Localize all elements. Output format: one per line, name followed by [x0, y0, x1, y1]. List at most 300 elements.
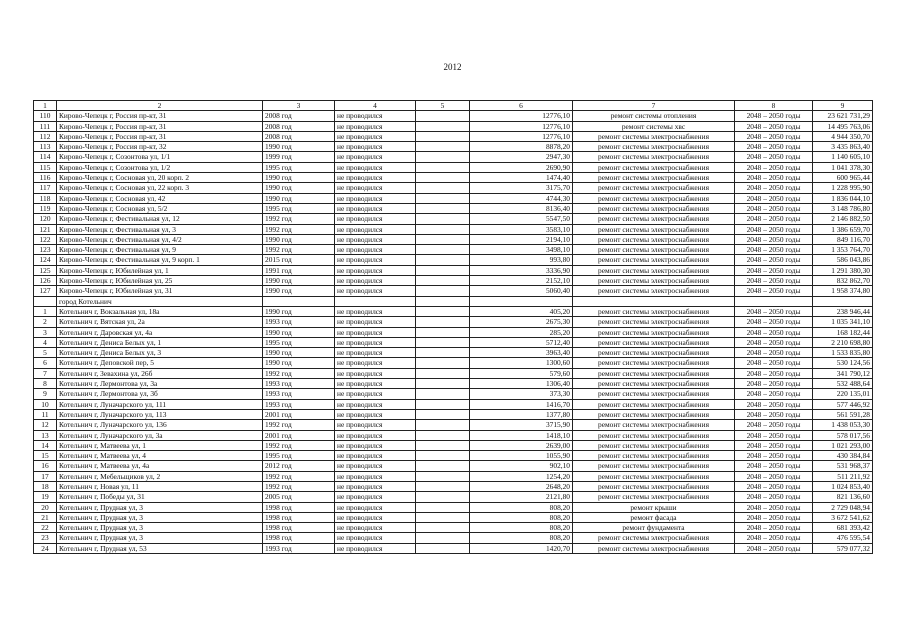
row-number: 113 [34, 142, 57, 152]
cost-cell: 1 041 378,30 [813, 162, 873, 172]
area-cell: 4744,30 [470, 193, 573, 203]
col5-cell [416, 533, 470, 543]
col5-cell [416, 451, 470, 461]
address-cell: Кирово-Чепецк г, Сосновая ул, 20 корп. 2 [57, 173, 263, 183]
year-built-cell: 1992 год [263, 471, 335, 481]
cost-cell: 3 148 786,80 [813, 203, 873, 213]
col5-cell [416, 111, 470, 121]
address-cell: Кирово-Чепецк г, Россия пр-кт, 31 [57, 111, 263, 121]
last-repair-cell: не проводился [335, 152, 416, 162]
area-cell: 3715,90 [470, 420, 573, 430]
col5-cell [416, 162, 470, 172]
period-cell: 2048 – 2050 годы [735, 152, 813, 162]
row-number: 12 [34, 420, 57, 430]
address-cell: Котельнич г, Луначарского ул, 3а [57, 430, 263, 440]
cost-cell: 23 621 731,29 [813, 111, 873, 121]
col5-cell [416, 193, 470, 203]
row-number: 10 [34, 399, 57, 409]
col5-cell [416, 492, 470, 502]
area-cell: 2639,00 [470, 440, 573, 450]
cost-cell: 832 862,70 [813, 276, 873, 286]
address-cell: Котельнич г, Матвеева ул, 4 [57, 451, 263, 461]
address-cell: Котельнич г, Прудная ул, 3 [57, 533, 263, 543]
col5-cell [416, 481, 470, 491]
area-cell: 2648,20 [470, 481, 573, 491]
address-cell: Котельнич г, Прудная ул, 3 [57, 512, 263, 522]
period-cell: 2048 – 2050 годы [735, 327, 813, 337]
col5-cell [416, 348, 470, 358]
year-built-cell: 1995 год [263, 337, 335, 347]
row-number: 7 [34, 368, 57, 378]
year-built-cell: 2005 год [263, 492, 335, 502]
column-number-8: 8 [735, 101, 813, 111]
column-number-6: 6 [470, 101, 573, 111]
table-row [34, 162, 873, 172]
year-built-cell: 2012 год [263, 461, 335, 471]
area-cell: 2194,10 [470, 234, 573, 244]
table-row [34, 389, 873, 399]
capital-repair-table [33, 100, 873, 554]
period-cell: 2048 – 2050 годы [735, 317, 813, 327]
area-cell: 993,80 [470, 255, 573, 265]
area-cell: 2675,30 [470, 317, 573, 327]
work-type-cell: ремонт системы электроснабжения [573, 389, 735, 399]
last-repair-cell: не проводился [335, 286, 416, 296]
year-built-cell [263, 296, 335, 306]
year-built-cell: 2001 год [263, 409, 335, 419]
col5-cell [416, 306, 470, 316]
row-number: 5 [34, 348, 57, 358]
table-row [34, 214, 873, 224]
last-repair-cell: не проводился [335, 481, 416, 491]
cost-cell: 238 946,44 [813, 306, 873, 316]
row-number: 117 [34, 183, 57, 193]
work-type-cell: ремонт системы электроснабжения [573, 471, 735, 481]
col5-cell [416, 368, 470, 378]
address-cell: Котельнич г, Лермонтова ул, 3б [57, 389, 263, 399]
area-cell: 808,20 [470, 502, 573, 512]
year-built-cell: 1995 год [263, 451, 335, 461]
period-cell: 2048 – 2050 годы [735, 409, 813, 419]
table-row [34, 255, 873, 265]
year-built-cell: 1990 год [263, 286, 335, 296]
last-repair-cell: не проводился [335, 512, 416, 522]
work-type-cell: ремонт системы электроснабжения [573, 399, 735, 409]
last-repair-cell: не проводился [335, 492, 416, 502]
cost-cell: 14 495 763,06 [813, 121, 873, 131]
cost-cell: 578 017,56 [813, 430, 873, 440]
row-number: 115 [34, 162, 57, 172]
cost-cell: 1 291 380,30 [813, 265, 873, 275]
area-cell: 285,20 [470, 327, 573, 337]
period-cell: 2048 – 2050 годы [735, 533, 813, 543]
area-cell: 2121,80 [470, 492, 573, 502]
table-row [34, 111, 873, 121]
work-type-cell: ремонт системы хвс [573, 121, 735, 131]
last-repair-cell: не проводился [335, 255, 416, 265]
year-built-cell: 1990 год [263, 348, 335, 358]
row-number: 118 [34, 193, 57, 203]
cost-cell: 3 672 541,62 [813, 512, 873, 522]
work-type-cell: ремонт крыши [573, 502, 735, 512]
table-row [34, 152, 873, 162]
column-number-2: 2 [57, 101, 263, 111]
address-cell: Кирово-Чепецк г, Фестивальная ул, 12 [57, 214, 263, 224]
last-repair-cell: не проводился [335, 142, 416, 152]
period-cell: 2048 – 2050 годы [735, 358, 813, 368]
table-body [34, 101, 873, 554]
col5-cell [416, 430, 470, 440]
period-cell: 2048 – 2050 годы [735, 234, 813, 244]
area-cell: 808,20 [470, 533, 573, 543]
address-cell: Кирово-Чепецк г, Юбилейная ул, 31 [57, 286, 263, 296]
period-cell: 2048 – 2050 годы [735, 337, 813, 347]
table-row [34, 523, 873, 533]
row-number: 114 [34, 152, 57, 162]
address-cell: Кирово-Чепецк г, Созонтова ул, 1/2 [57, 162, 263, 172]
work-type-cell: ремонт системы электроснабжения [573, 152, 735, 162]
year-built-cell: 1990 год [263, 142, 335, 152]
work-type-cell: ремонт системы электроснабжения [573, 409, 735, 419]
table-row [34, 224, 873, 234]
area-cell: 3583,10 [470, 224, 573, 234]
area-cell: 579,60 [470, 368, 573, 378]
year-built-cell: 2001 год [263, 430, 335, 440]
table-row [34, 440, 873, 450]
last-repair-cell: не проводился [335, 543, 416, 553]
cost-cell: 1 386 659,70 [813, 224, 873, 234]
period-cell: 2048 – 2050 годы [735, 111, 813, 121]
area-cell: 2947,30 [470, 152, 573, 162]
period-cell: 2048 – 2050 годы [735, 193, 813, 203]
cost-cell: 821 136,60 [813, 492, 873, 502]
row-number: 13 [34, 430, 57, 440]
area-cell: 3498,10 [470, 245, 573, 255]
cost-cell: 532 488,64 [813, 379, 873, 389]
address-cell: Котельнич г, Прудная ул, 3 [57, 523, 263, 533]
column-number-9: 9 [813, 101, 873, 111]
year-built-cell: 1998 год [263, 523, 335, 533]
work-type-cell: ремонт системы электроснабжения [573, 142, 735, 152]
year-built-cell: 1995 год [263, 162, 335, 172]
row-number: 4 [34, 337, 57, 347]
col5-cell [416, 389, 470, 399]
work-type-cell: ремонт системы электроснабжения [573, 348, 735, 358]
period-cell: 2048 – 2050 годы [735, 523, 813, 533]
col5-cell [416, 471, 470, 481]
col5-cell [416, 337, 470, 347]
area-cell [470, 296, 573, 306]
col5-cell [416, 461, 470, 471]
last-repair-cell: не проводился [335, 131, 416, 141]
year-built-cell: 1993 год [263, 543, 335, 553]
address-cell: Кирово-Чепецк г, Россия пр-кт, 32 [57, 142, 263, 152]
last-repair-cell: не проводился [335, 348, 416, 358]
year-built-cell: 1991 год [263, 265, 335, 275]
area-cell: 405,20 [470, 306, 573, 316]
col5-cell [416, 245, 470, 255]
table-row [34, 317, 873, 327]
work-type-cell [573, 296, 735, 306]
table-row [34, 481, 873, 491]
col5-cell [416, 358, 470, 368]
year-built-cell: 1990 год [263, 193, 335, 203]
cost-cell: 530 124,56 [813, 358, 873, 368]
year-built-cell: 1992 год [263, 368, 335, 378]
table-row [34, 121, 873, 131]
period-cell: 2048 – 2050 годы [735, 492, 813, 502]
row-number: 6 [34, 358, 57, 368]
col5-cell [416, 234, 470, 244]
col5-cell [416, 440, 470, 450]
address-cell: Котельнич г, Луначарского ул, 113 [57, 409, 263, 419]
last-repair-cell: не проводился [335, 276, 416, 286]
period-cell: 2048 – 2050 годы [735, 203, 813, 213]
col5-cell [416, 203, 470, 213]
col5-cell [416, 173, 470, 183]
cost-cell: 1 024 853,40 [813, 481, 873, 491]
table-row [34, 173, 873, 183]
address-cell: Котельнич г, Лермонтова ул, 3а [57, 379, 263, 389]
table-row [34, 245, 873, 255]
year-built-cell: 1998 год [263, 512, 335, 522]
area-cell: 1306,40 [470, 379, 573, 389]
address-cell: Котельнич г, Матвеева ул, 4а [57, 461, 263, 471]
period-cell [735, 296, 813, 306]
area-cell: 808,20 [470, 512, 573, 522]
cost-cell: 586 043,86 [813, 255, 873, 265]
area-cell: 3963,40 [470, 348, 573, 358]
address-cell: Котельнич г, Новая ул, 11 [57, 481, 263, 491]
cost-cell: 1 035 341,10 [813, 317, 873, 327]
row-number: 125 [34, 265, 57, 275]
year-built-cell: 1990 год [263, 183, 335, 193]
period-cell: 2048 – 2050 годы [735, 481, 813, 491]
year-built-cell: 2008 год [263, 111, 335, 121]
row-number: 23 [34, 533, 57, 543]
address-cell: Котельнич г, Зевахина ул, 26б [57, 368, 263, 378]
last-repair-cell [335, 296, 416, 306]
row-number: 9 [34, 389, 57, 399]
cost-cell: 168 182,44 [813, 327, 873, 337]
address-cell: Кирово-Чепецк г, Сосновая ул, 42 [57, 193, 263, 203]
col5-cell [416, 121, 470, 131]
work-type-cell: ремонт системы электроснабжения [573, 368, 735, 378]
table-row [34, 409, 873, 419]
period-cell: 2048 – 2050 годы [735, 461, 813, 471]
cost-cell: 849 116,70 [813, 234, 873, 244]
last-repair-cell: не проводился [335, 440, 416, 450]
work-type-cell: ремонт системы электроснабжения [573, 214, 735, 224]
area-cell: 2152,10 [470, 276, 573, 286]
col5-cell [416, 142, 470, 152]
table-row [34, 492, 873, 502]
address-cell: Котельнич г, Мебельщиков ул, 2 [57, 471, 263, 481]
cost-cell: 681 393,42 [813, 523, 873, 533]
row-number: 22 [34, 523, 57, 533]
address-cell: Кирово-Чепецк г, Россия пр-кт, 31 [57, 131, 263, 141]
col5-cell [416, 296, 470, 306]
work-type-cell: ремонт системы электроснабжения [573, 255, 735, 265]
last-repair-cell: не проводился [335, 234, 416, 244]
work-type-cell: ремонт системы электроснабжения [573, 451, 735, 461]
row-number: 20 [34, 502, 57, 512]
address-cell: Котельнич г, Матвеева ул, 1 [57, 440, 263, 450]
year-built-cell: 2015 год [263, 255, 335, 265]
period-cell: 2048 – 2050 годы [735, 512, 813, 522]
work-type-cell: ремонт системы электроснабжения [573, 379, 735, 389]
work-type-cell: ремонт системы электроснабжения [573, 430, 735, 440]
section-title: город Котельнич [57, 296, 263, 306]
table-row [34, 461, 873, 471]
row-number: 121 [34, 224, 57, 234]
last-repair-cell: не проводился [335, 203, 416, 213]
work-type-cell: ремонт системы электроснабжения [573, 131, 735, 141]
cost-cell: 561 591,28 [813, 409, 873, 419]
work-type-cell: ремонт системы электроснабжения [573, 492, 735, 502]
last-repair-cell: не проводился [335, 461, 416, 471]
cost-cell: 579 077,32 [813, 543, 873, 553]
address-cell: Кирово-Чепецк г, Созонтова ул, 1/1 [57, 152, 263, 162]
table-row [34, 502, 873, 512]
cost-cell: 220 135,01 [813, 389, 873, 399]
work-type-cell: ремонт системы электроснабжения [573, 276, 735, 286]
table-row [34, 543, 873, 553]
table-row [34, 430, 873, 440]
period-cell: 2048 – 2050 годы [735, 543, 813, 553]
year-built-cell: 1992 год [263, 481, 335, 491]
last-repair-cell: не проводился [335, 451, 416, 461]
work-type-cell: ремонт системы электроснабжения [573, 286, 735, 296]
row-number: 116 [34, 173, 57, 183]
last-repair-cell: не проводился [335, 121, 416, 131]
area-cell: 3175,70 [470, 183, 573, 193]
period-cell: 2048 – 2050 годы [735, 224, 813, 234]
area-cell: 12776,10 [470, 111, 573, 121]
last-repair-cell: не проводился [335, 306, 416, 316]
cost-cell: 2 210 698,80 [813, 337, 873, 347]
table-row [34, 131, 873, 141]
work-type-cell: ремонт системы электроснабжения [573, 234, 735, 244]
area-cell: 1474,40 [470, 173, 573, 183]
table-row [34, 203, 873, 213]
last-repair-cell: не проводился [335, 245, 416, 255]
cost-cell: 511 211,92 [813, 471, 873, 481]
row-number: 21 [34, 512, 57, 522]
last-repair-cell: не проводился [335, 379, 416, 389]
address-cell: Кирово-Чепецк г, Фестивальная ул, 9 корп. 1 [57, 255, 263, 265]
col5-cell [416, 224, 470, 234]
cost-cell: 4 944 350,70 [813, 131, 873, 141]
work-type-cell: ремонт системы электроснабжения [573, 224, 735, 234]
address-cell: Кирово-Чепецк г, Фестивальная ул, 4/2 [57, 234, 263, 244]
last-repair-cell: не проводился [335, 111, 416, 121]
work-type-cell: ремонт системы электроснабжения [573, 306, 735, 316]
column-number-5: 5 [416, 101, 470, 111]
col5-cell [416, 265, 470, 275]
year-built-cell: 1993 год [263, 379, 335, 389]
year-built-cell: 2008 год [263, 131, 335, 141]
last-repair-cell: не проводился [335, 399, 416, 409]
last-repair-cell: не проводился [335, 183, 416, 193]
work-type-cell: ремонт системы электроснабжения [573, 327, 735, 337]
col5-cell [416, 317, 470, 327]
cost-cell: 3 435 863,40 [813, 142, 873, 152]
work-type-cell: ремонт системы электроснабжения [573, 265, 735, 275]
year-built-cell: 1995 год [263, 203, 335, 213]
address-cell: Котельнич г, Вятская ул, 2а [57, 317, 263, 327]
address-cell: Котельнич г, Победы ул, 31 [57, 492, 263, 502]
work-type-cell: ремонт системы электроснабжения [573, 358, 735, 368]
period-cell: 2048 – 2050 годы [735, 255, 813, 265]
cost-cell [813, 296, 873, 306]
work-type-cell: ремонт системы отопления [573, 111, 735, 121]
table-row [34, 286, 873, 296]
work-type-cell: ремонт фасада [573, 512, 735, 522]
year-built-cell: 1999 год [263, 152, 335, 162]
area-cell: 12776,10 [470, 121, 573, 131]
area-cell: 1300,60 [470, 358, 573, 368]
row-number [34, 296, 57, 306]
col5-cell [416, 379, 470, 389]
period-cell: 2048 – 2050 годы [735, 286, 813, 296]
table-row [34, 306, 873, 316]
work-type-cell: ремонт системы электроснабжения [573, 193, 735, 203]
address-cell: Котельнич г, Луначарского ул, 136 [57, 420, 263, 430]
table-row [34, 142, 873, 152]
work-type-cell: ремонт системы электроснабжения [573, 543, 735, 553]
period-cell: 2048 – 2050 годы [735, 430, 813, 440]
cost-cell: 430 384,84 [813, 451, 873, 461]
table-row [34, 183, 873, 193]
table-row [34, 348, 873, 358]
work-type-cell: ремонт системы электроснабжения [573, 317, 735, 327]
area-cell: 5712,40 [470, 337, 573, 347]
row-number: 11 [34, 409, 57, 419]
table-row [34, 420, 873, 430]
area-cell: 5547,50 [470, 214, 573, 224]
column-number-1: 1 [34, 101, 57, 111]
row-number: 14 [34, 440, 57, 450]
row-number: 17 [34, 471, 57, 481]
area-cell: 1418,10 [470, 430, 573, 440]
table-row [34, 337, 873, 347]
row-number: 122 [34, 234, 57, 244]
last-repair-cell: не проводился [335, 430, 416, 440]
area-cell: 1055,90 [470, 451, 573, 461]
page-number: 2012 [443, 62, 462, 72]
period-cell: 2048 – 2050 годы [735, 142, 813, 152]
last-repair-cell: не проводился [335, 502, 416, 512]
cost-cell: 1 021 293,00 [813, 440, 873, 450]
table-row [34, 368, 873, 378]
row-number: 1 [34, 306, 57, 316]
year-built-cell: 1990 год [263, 173, 335, 183]
address-cell: Котельнич г, Деповской пер, 5 [57, 358, 263, 368]
row-number: 111 [34, 121, 57, 131]
row-number: 19 [34, 492, 57, 502]
cost-cell: 2 146 882,50 [813, 214, 873, 224]
last-repair-cell: не проводился [335, 337, 416, 347]
row-number: 16 [34, 461, 57, 471]
work-type-cell: ремонт системы электроснабжения [573, 173, 735, 183]
area-cell: 1420,70 [470, 543, 573, 553]
col5-cell [416, 255, 470, 265]
last-repair-cell: не проводился [335, 193, 416, 203]
area-cell: 8878,20 [470, 142, 573, 152]
cost-cell: 531 968,37 [813, 461, 873, 471]
address-cell: Котельнич г, Дениса Белых ул, 1 [57, 337, 263, 347]
